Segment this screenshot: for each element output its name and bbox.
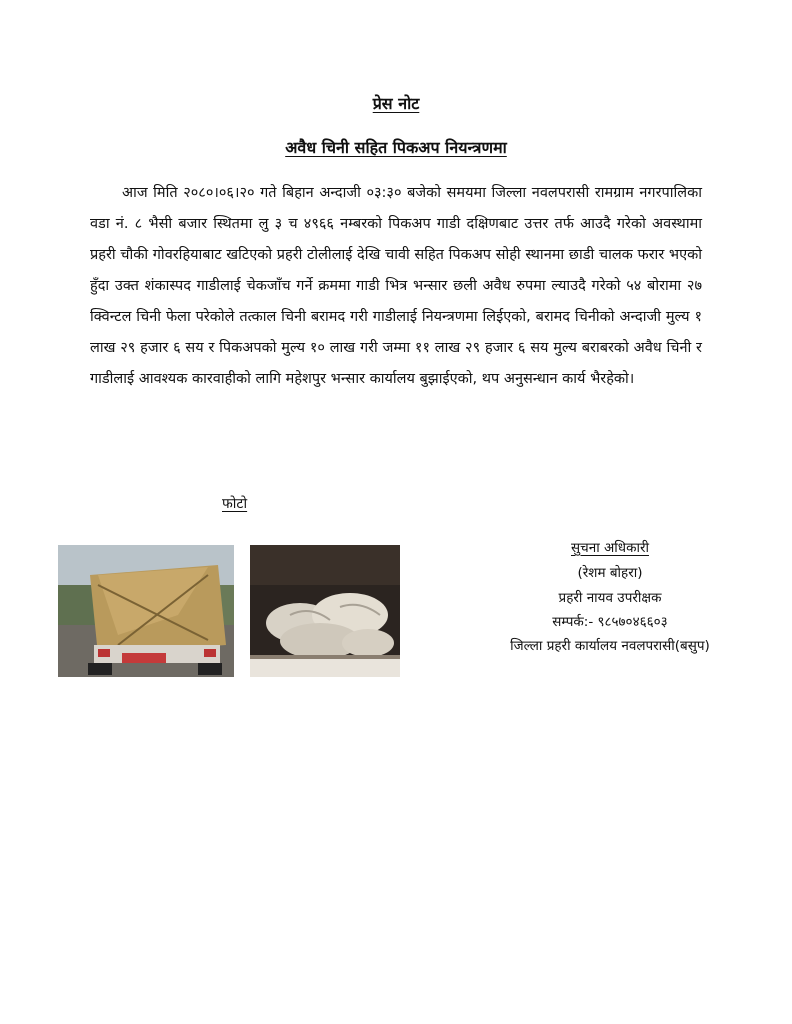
signature-office: जिल्ला प्रहरी कार्यालय नवलपरासी(बसुप) — [510, 638, 710, 654]
signature-rank: प्रहरी नायव उपरीक्षक — [558, 590, 662, 606]
body-paragraph — [90, 178, 702, 395]
signature-role-text: सुचना अधिकारी — [571, 540, 649, 556]
body-paragraph-text: आज मिति २०८०।०६।२० गते बिहान अन्दाजी ०३:३० बजेको समयमा जिल्ला नवलपरासी रामग्राम नगरपालिका वडा नं. ८ भैसी बजार स्थितमा लु ३ च ४९६६ नम्बरको पिकअप गाडी दक्षिणबाट उत्तर तर्फ आउदै गरेको अवस्थामा प्रहरी चौकी गोवरहियाबाट खटिएको प्रहरी टोलीलाई देखि चावी सहित पिकअप सोही स्थानमा छाडी चालक फरार भएको हुँदा उक्त शंकास्पद गाडीलाई चेकजाँच गर्ने क्रममा गाडी भित्र भन्सार छली अवैध रुपमा ल्याउदै गरेको ५४ बोरामा २७ क्विन्टल चिनी फेला परेकोले तत्काल चिनी बरामद गरी गाडीलाई नियन्त्रणमा लिईएको, बरामद चिनीको अन्दाजी मुल्य १ लाख २९ हजार ६ सय र पिकअपको मुल्य १० लाख गरी जम्मा ११ लाख २९ हजार ६ सय मुल्य बराबरको अवैध चिनी र गाडीलाई आवश्यक कारवाहीको लागि महेशपुर भन्सार कार्यालय बुझाईएको, थप अनुसन्धान कार्य भैरहेको। — [90, 185, 702, 387]
signature-role — [470, 536, 750, 560]
signature-name: (रेशम बोहरा) — [577, 565, 643, 581]
photo-label: फोटो — [222, 496, 248, 512]
pickup-truck-image — [58, 545, 234, 677]
photo-sugar-sacks — [250, 545, 400, 677]
press-note-subtitle: अवैध चिनी सहित पिकअप नियन्त्रणमा — [285, 138, 507, 157]
photo-pickup-truck — [58, 545, 234, 677]
signature-contact: सम्पर्क:- ९८५७०४६६०३ — [552, 614, 668, 630]
sugar-sacks-image — [250, 545, 400, 677]
press-note-title: प्रेस नोट — [372, 94, 420, 113]
